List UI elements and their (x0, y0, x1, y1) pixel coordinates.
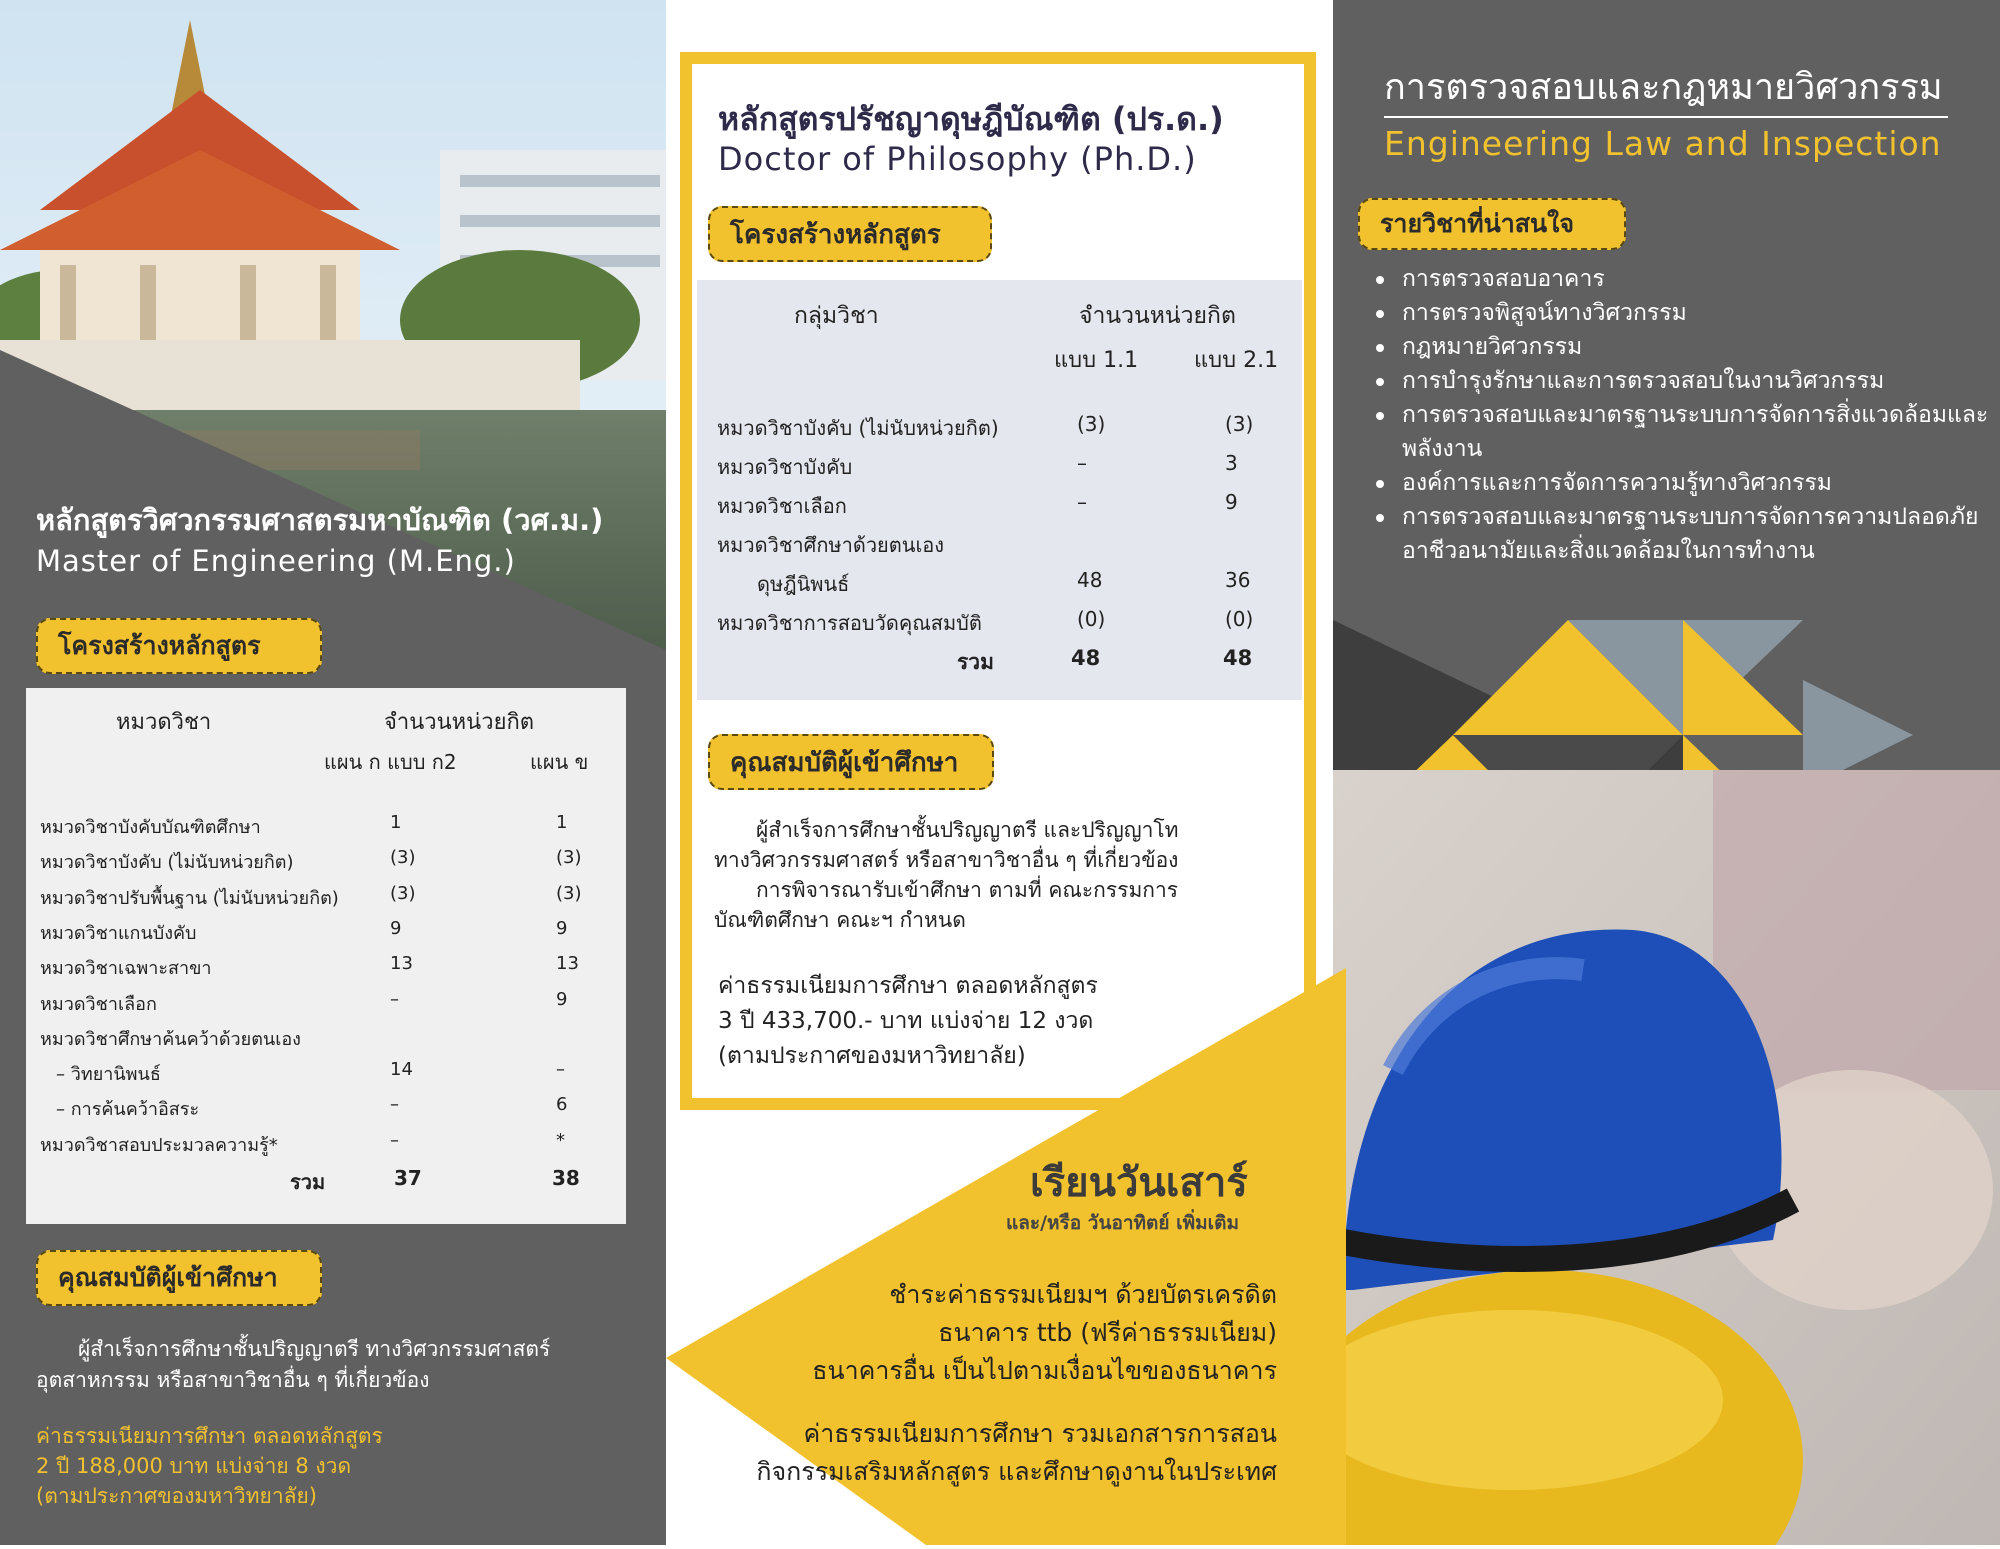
title-divider (1384, 116, 1948, 118)
left-fee-line-1: ค่าธรรมเนียมการศึกษา ตลอดหลักสูตร (36, 1424, 383, 1448)
table-header (697, 298, 1302, 334)
col-header-group: กลุ่มวิชา (794, 303, 879, 329)
row-plan-b: 1 (556, 812, 568, 833)
row-label: หมวดวิชาบังคับ (ไม่นับหน่วยกิต) (40, 852, 294, 874)
table-row (26, 918, 626, 952)
row-plan-b: 9 (556, 988, 568, 1010)
subject-item: การตรวจสอบและมาตรฐานระบบการจัดการสิ่งแวดล้อมและพลังงาน (1402, 398, 2000, 466)
row-plan-b: (3) (556, 847, 582, 869)
table-row (697, 607, 1302, 643)
table-row (26, 1024, 626, 1058)
subject-item: การตรวจสอบและมาตรฐานระบบการจัดการความปลอดภัย อาชีวอนามัยและสิ่งแวดล้อมในการทำงาน (1402, 500, 2000, 568)
payment-line-1: ชำระค่าธรรมเนียมฯ ด้วยบัตรเครดิต (889, 1280, 1277, 1309)
subject-item: การตรวจพิสูจน์ทางวิศวกรรม (1402, 296, 2000, 330)
row-label: หมวดวิชาสอบประมวลความรู้* (40, 1134, 278, 1156)
table-row (697, 529, 1302, 565)
col-header-group: หมวดวิชา (116, 710, 212, 735)
row-label: หมวดวิชาเฉพาะสาขา (40, 958, 212, 980)
row-plan-a: (0) (1077, 607, 1106, 631)
table-total-row (26, 1166, 626, 1200)
row-label: หมวดวิชาบังคับ (717, 455, 853, 479)
row-plan-a: – (1077, 451, 1087, 475)
table-row (697, 490, 1302, 526)
row-label: หมวดวิชาบังคับบัณฑิตศึกษา (40, 817, 261, 838)
subjects-list (1372, 262, 2000, 568)
left-curriculum-table (26, 688, 626, 1224)
total-label: รวม (290, 1170, 326, 1194)
row-label: หมวดวิชาเลือก (40, 993, 157, 1015)
table-row (26, 1130, 626, 1164)
col-header-credits: จำนวนหน่วยกิต (1079, 303, 1236, 329)
left-program-title-th: หลักสูตรวิศวกรรมศาสตรมหาบัณฑิต (วศ.ม.) (36, 503, 604, 537)
row-plan-b: 3 (1225, 451, 1238, 475)
row-label: หมวดวิชาปรับพื้นฐาน (ไม่นับหน่วยกิต) (40, 887, 339, 909)
middle-structure-label: โครงสร้างหลักสูตร (708, 206, 992, 262)
right-title-en: Engineering Law and Inspection (1384, 124, 1942, 163)
saturday-class-title: เรียนวันเสาร์ (1030, 1160, 1248, 1206)
col-header-credits: จำนวนหน่วยกิต (384, 710, 535, 735)
row-label: – วิทยานิพนธ์ (56, 1064, 161, 1086)
right-title-th: การตรวจสอบและกฎหมายวิศวกรรม (1384, 67, 1943, 108)
left-qual-line-2: อุตสาหกรรม หรือสาขาวิชาอื่น ๆ ที่เกี่ยวข้อง (36, 1368, 430, 1392)
table-row (26, 1094, 626, 1128)
payment-line-3: ธนาคารอื่น เป็นไปตามเงื่อนไขของธนาคาร (812, 1356, 1277, 1385)
row-label: – การค้นคว้าอิสระ (56, 1099, 200, 1121)
subject-item: องค์การและการจัดการความรู้ทางวิศวกรรม (1402, 466, 2000, 500)
table-total-row (697, 646, 1302, 682)
row-plan-a: 1 (390, 812, 402, 833)
row-plan-a: – (390, 1129, 399, 1151)
left-qualification-label: คุณสมบัติผู้เข้าศึกษา (36, 1250, 322, 1306)
saturday-class-subtitle: และ/หรือ วันอาทิตย์ เพิ่มเติม (1006, 1212, 1240, 1234)
row-label: หมวดวิชาศึกษาด้วยตนเอง (717, 533, 945, 557)
table-row (697, 451, 1302, 487)
left-qual-line-1: ผู้สำเร็จการศึกษาชั้นปริญญาตรี ทางวิศวกรรมศาสตร์ (78, 1337, 551, 1361)
total-plan-b: 48 (1223, 646, 1253, 670)
row-plan-b: 36 (1225, 568, 1251, 592)
table-row (26, 847, 626, 881)
row-plan-b: * (556, 1129, 565, 1151)
left-program-title-en: Master of Engineering (M.Eng.) (36, 544, 516, 578)
row-label: หมวดวิชาการสอบวัดคุณสมบัติ (717, 611, 982, 635)
table-row (26, 812, 626, 846)
total-plan-a: 37 (394, 1166, 422, 1190)
left-structure-label: โครงสร้างหลักสูตร (36, 618, 322, 674)
table-subheader (697, 342, 1302, 378)
middle-fee-line-2: 3 ปี 433,700.- บาท แบ่งจ่าย 12 งวด (718, 1008, 1094, 1034)
subject-item: การบำรุงรักษาและการตรวจสอบในงานวิศวกรรม (1402, 364, 2000, 398)
payment-line-2: ธนาคาร ttb (ฟรีค่าธรรมเนียม) (938, 1318, 1277, 1347)
row-plan-b: – (556, 1059, 565, 1081)
col-header-plan-a: แผน ก แบบ ก2 (324, 750, 457, 774)
table-header (26, 704, 626, 738)
row-label: หมวดวิชาศึกษาค้นคว้าด้วยตนเอง (40, 1028, 301, 1050)
subjects-label: รายวิชาที่น่าสนใจ (1358, 198, 1626, 250)
row-plan-a: – (390, 988, 399, 1010)
row-plan-a: (3) (390, 882, 416, 904)
middle-program-title-en: Doctor of Philosophy (Ph.D.) (718, 140, 1197, 178)
row-label: หมวดวิชาเลือก (717, 494, 847, 518)
middle-qual-line-2: ทางวิศวกรรมศาสตร์ หรือสาขาวิชาอื่น ๆ ที่เกี่ยวข้อง (714, 848, 1179, 872)
row-plan-b: 9 (1225, 490, 1238, 514)
left-fee-line-3: (ตามประกาศของมหาวิทยาลัย) (36, 1484, 317, 1508)
row-plan-b: (0) (1225, 607, 1254, 631)
col-header-plan-b: แผน ข (530, 750, 589, 774)
row-plan-a: 9 (390, 917, 402, 939)
table-row (26, 1059, 626, 1093)
middle-curriculum-table (697, 280, 1302, 700)
row-plan-b: 9 (556, 917, 568, 939)
left-fee-line-2: 2 ปี 188,000 บาท แบ่งจ่าย 8 งวด (36, 1454, 352, 1478)
middle-qual-line-3: การพิจารณารับเข้าศึกษา ตามที่ คณะกรรมการ (756, 878, 1179, 902)
table-row (26, 953, 626, 987)
table-row (697, 568, 1302, 604)
row-plan-b: (3) (556, 882, 582, 904)
total-plan-b: 38 (552, 1166, 580, 1190)
middle-qual-line-4: บัณฑิตศึกษา คณะฯ กำหนด (714, 908, 966, 932)
table-row (697, 412, 1302, 448)
hardhat-photo (1333, 770, 2000, 1545)
table-subheader (26, 746, 626, 780)
subject-item: กฎหมายวิศวกรรม (1402, 330, 2000, 364)
total-plan-a: 48 (1071, 646, 1101, 670)
row-label: หมวดวิชาบังคับ (ไม่นับหน่วยกิต) (717, 416, 999, 440)
subject-item: การตรวจสอบอาคาร (1402, 262, 2000, 296)
row-plan-b: 6 (556, 1094, 568, 1116)
row-plan-a: 48 (1077, 568, 1103, 592)
row-plan-a: (3) (1077, 412, 1106, 436)
col-header-plan-b: แบบ 2.1 (1194, 348, 1279, 373)
col-header-plan-a: แบบ 1.1 (1054, 348, 1139, 373)
total-label: รวม (957, 650, 994, 674)
middle-qualification-label: คุณสมบัติผู้เข้าศึกษา (708, 734, 994, 790)
row-plan-a: 14 (390, 1059, 413, 1081)
middle-qual-line-1: ผู้สำเร็จการศึกษาชั้นปริญญาตรี และปริญญาโท (756, 818, 1179, 842)
middle-fee-line-1: ค่าธรรมเนียมการศึกษา ตลอดหลักสูตร (718, 973, 1098, 999)
row-label: ดุษฎีนิพนธ์ (757, 572, 850, 596)
table-row (26, 883, 626, 917)
row-plan-b: 13 (556, 953, 579, 975)
row-plan-b: (3) (1225, 412, 1254, 436)
row-plan-a: (3) (390, 847, 416, 869)
middle-fee-line-3: (ตามประกาศของมหาวิทยาลัย) (718, 1043, 1026, 1069)
included-line-2: กิจกรรมเสริมหลักสูตร และศึกษาดูงานในประเทศ (756, 1457, 1277, 1486)
middle-program-title-th: หลักสูตรปรัชญาดุษฎีบัณฑิต (ปร.ด.) (718, 100, 1224, 138)
row-plan-a: – (1077, 490, 1087, 514)
included-line-1: ค่าธรรมเนียมการศึกษา รวมเอกสารการสอน (803, 1419, 1277, 1448)
row-plan-a: 13 (390, 953, 413, 975)
row-plan-a: – (390, 1094, 399, 1116)
row-label: หมวดวิชาแกนบังคับ (40, 922, 197, 944)
table-row (26, 989, 626, 1023)
